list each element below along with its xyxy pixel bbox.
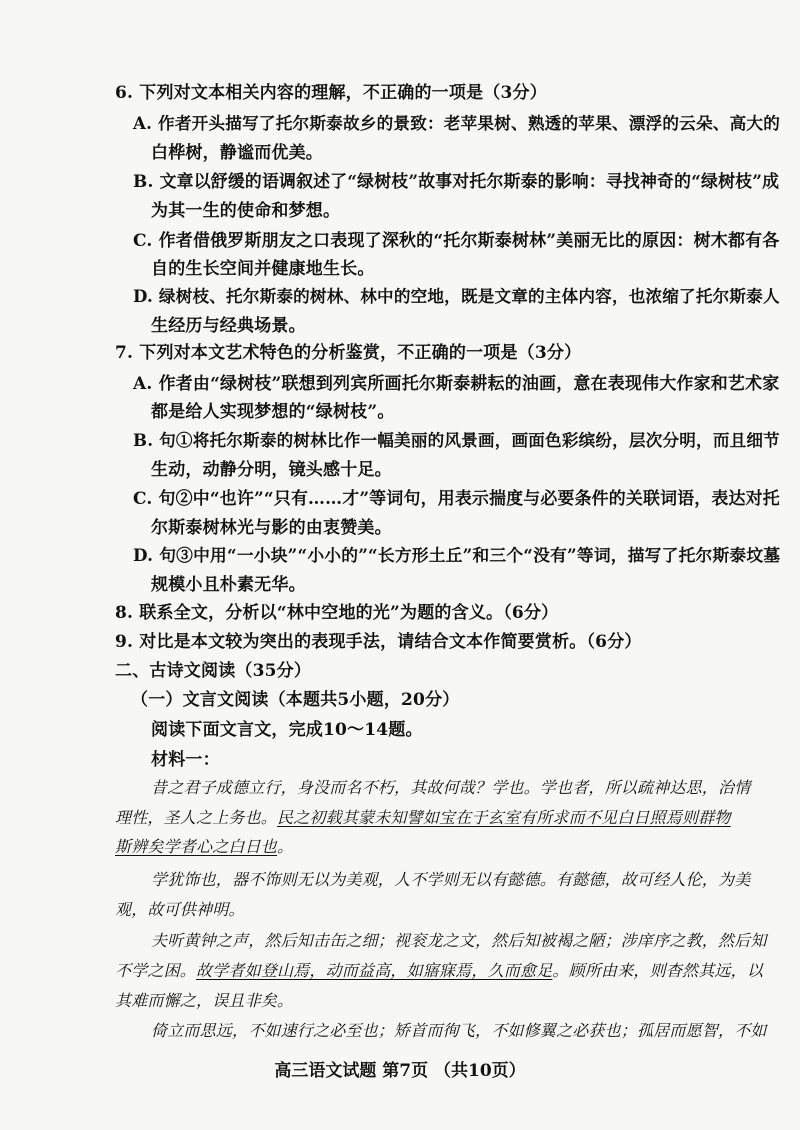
material-label: 材料一： — [151, 750, 220, 770]
passage-para-3-line-2 — [115, 958, 763, 981]
passage-para-1-line-1: 昔之君子成德立行，身没而名不朽，其故何哉？学也。学也者，所以疏神达思，治情 — [151, 778, 751, 797]
question-6-option-b-cont: 为其一生的使命和梦想。 — [151, 201, 341, 221]
passage-text: 理性，圣人之上务也。 — [115, 808, 278, 827]
question-7-option-b-cont: 生动，动静分明，镜头感十足。 — [151, 460, 392, 480]
reading-instruction: 阅读下面文言文，完成10～14题。 — [151, 720, 423, 740]
question-6-option-d-cont: 生经历与经典场景。 — [151, 316, 306, 336]
section-2-heading: 二、古诗文阅读（35分） — [115, 661, 312, 681]
underlined-sentence-2: 故学者如登山焉，动而益高，如寤寐焉，久而愈足 — [196, 961, 553, 980]
passage-text: 。 — [277, 837, 294, 856]
passage-text: 不学之困。 — [115, 961, 197, 980]
page-footer: 高三语文试题 第7页 （共10页） — [274, 1061, 526, 1081]
underlined-sentence-1: 民之初载其蒙未知譬如宝在于玄室有所求而不见白日照焉则群物 — [277, 808, 731, 827]
question-6-option-c: C. 作者借俄罗斯朋友之口表现了深秋的“托尔斯泰树林”美丽无比的原因：树木都有各 — [133, 231, 780, 251]
question-7-option-a-cont: 都是给人实现梦想的“绿树枝”。 — [151, 402, 395, 422]
question-6-option-a-cont: 白桦树，静谧而优美。 — [151, 143, 323, 163]
question-7-option-b: B. 句①将托尔斯泰的树林比作一幅美丽的风景画，画面色彩缤纷，层次分明，而且细节 — [133, 430, 780, 450]
passage-para-1-line-3 — [115, 834, 293, 857]
question-9: 9. 对比是本文较为突出的表现手法，请结合文本作简要赏析。（6分） — [115, 632, 642, 652]
question-6-option-a: A. 作者开头描写了托尔斯泰故乡的景致：老苹果树、熟透的苹果、漂浮的云朵、高大的 — [133, 113, 781, 133]
question-6-stem: 6. 下列对文本相关内容的理解，不正确的一项是（3分） — [115, 83, 547, 103]
question-6-option-c-cont: 自的生长空间并健康地生长。 — [151, 259, 375, 279]
question-7-option-d: D. 句③中用“一小块”“小小的”“长方形土丘”和三个“没有”等词，描写了托尔斯泰坟墓 — [133, 545, 781, 565]
passage-para-2-line-2: 观，故可供神明。 — [115, 900, 245, 919]
passage-para-1-line-2 — [115, 805, 731, 828]
question-7-stem: 7. 下列对本文艺术特色的分析鉴赏，不正确的一项是（3分） — [115, 343, 582, 363]
passage-para-4-line-1: 倚立而思远，不如速行之必至也；矫首而徇飞，不如修翼之必获也；孤居而愿智，不如 — [151, 1021, 767, 1040]
passage-para-3-line-3: 其难而懈之，误且非矣。 — [115, 991, 294, 1010]
question-6-option-d: D. 绿树枝、托尔斯泰的树林、林中的空地，既是文章的主体内容，也浓缩了托尔斯泰人 — [133, 286, 780, 306]
question-8: 8. 联系全文，分析以“林中空地的光”为题的含义。（6分） — [115, 603, 559, 623]
passage-para-3-line-1: 夫听黄钟之声，然后知击缶之细；视衮龙之文，然后知被褐之陋；涉庠序之教，然后知 — [151, 931, 767, 950]
question-7-option-d-cont: 规模小且朴素无华。 — [151, 575, 306, 595]
subsection-1-heading: （一）文言文阅读（本题共5小题，20分） — [131, 690, 460, 710]
underlined-sentence-1-end: 斯辨矣学者心之白日也 — [115, 837, 278, 856]
passage-para-2-line-1: 学犹饰也，器不饰则无以为美观，人不学则无以有懿德。有懿德，故可经人伦，为美 — [151, 870, 751, 889]
question-7-option-c: C. 句②中“也许”“只有……才”等词句，用表示揣度与必要条件的关联词语，表达对托 — [133, 488, 780, 508]
question-6-option-b: B. 文章以舒缓的语调叙述了“绿树枝”故事对托尔斯泰的影响：寻找神奇的“绿树枝”成 — [133, 171, 780, 191]
question-7-option-a: A. 作者由“绿树枝”联想到列宾所画托尔斯泰耕耘的油画，意在表现伟大作家和艺术家 — [133, 374, 780, 394]
question-7-option-c-cont: 尔斯泰树林光与影的由衷赞美。 — [151, 518, 392, 538]
passage-text: 。顾所由来，则杳然其远，以 — [552, 961, 764, 980]
